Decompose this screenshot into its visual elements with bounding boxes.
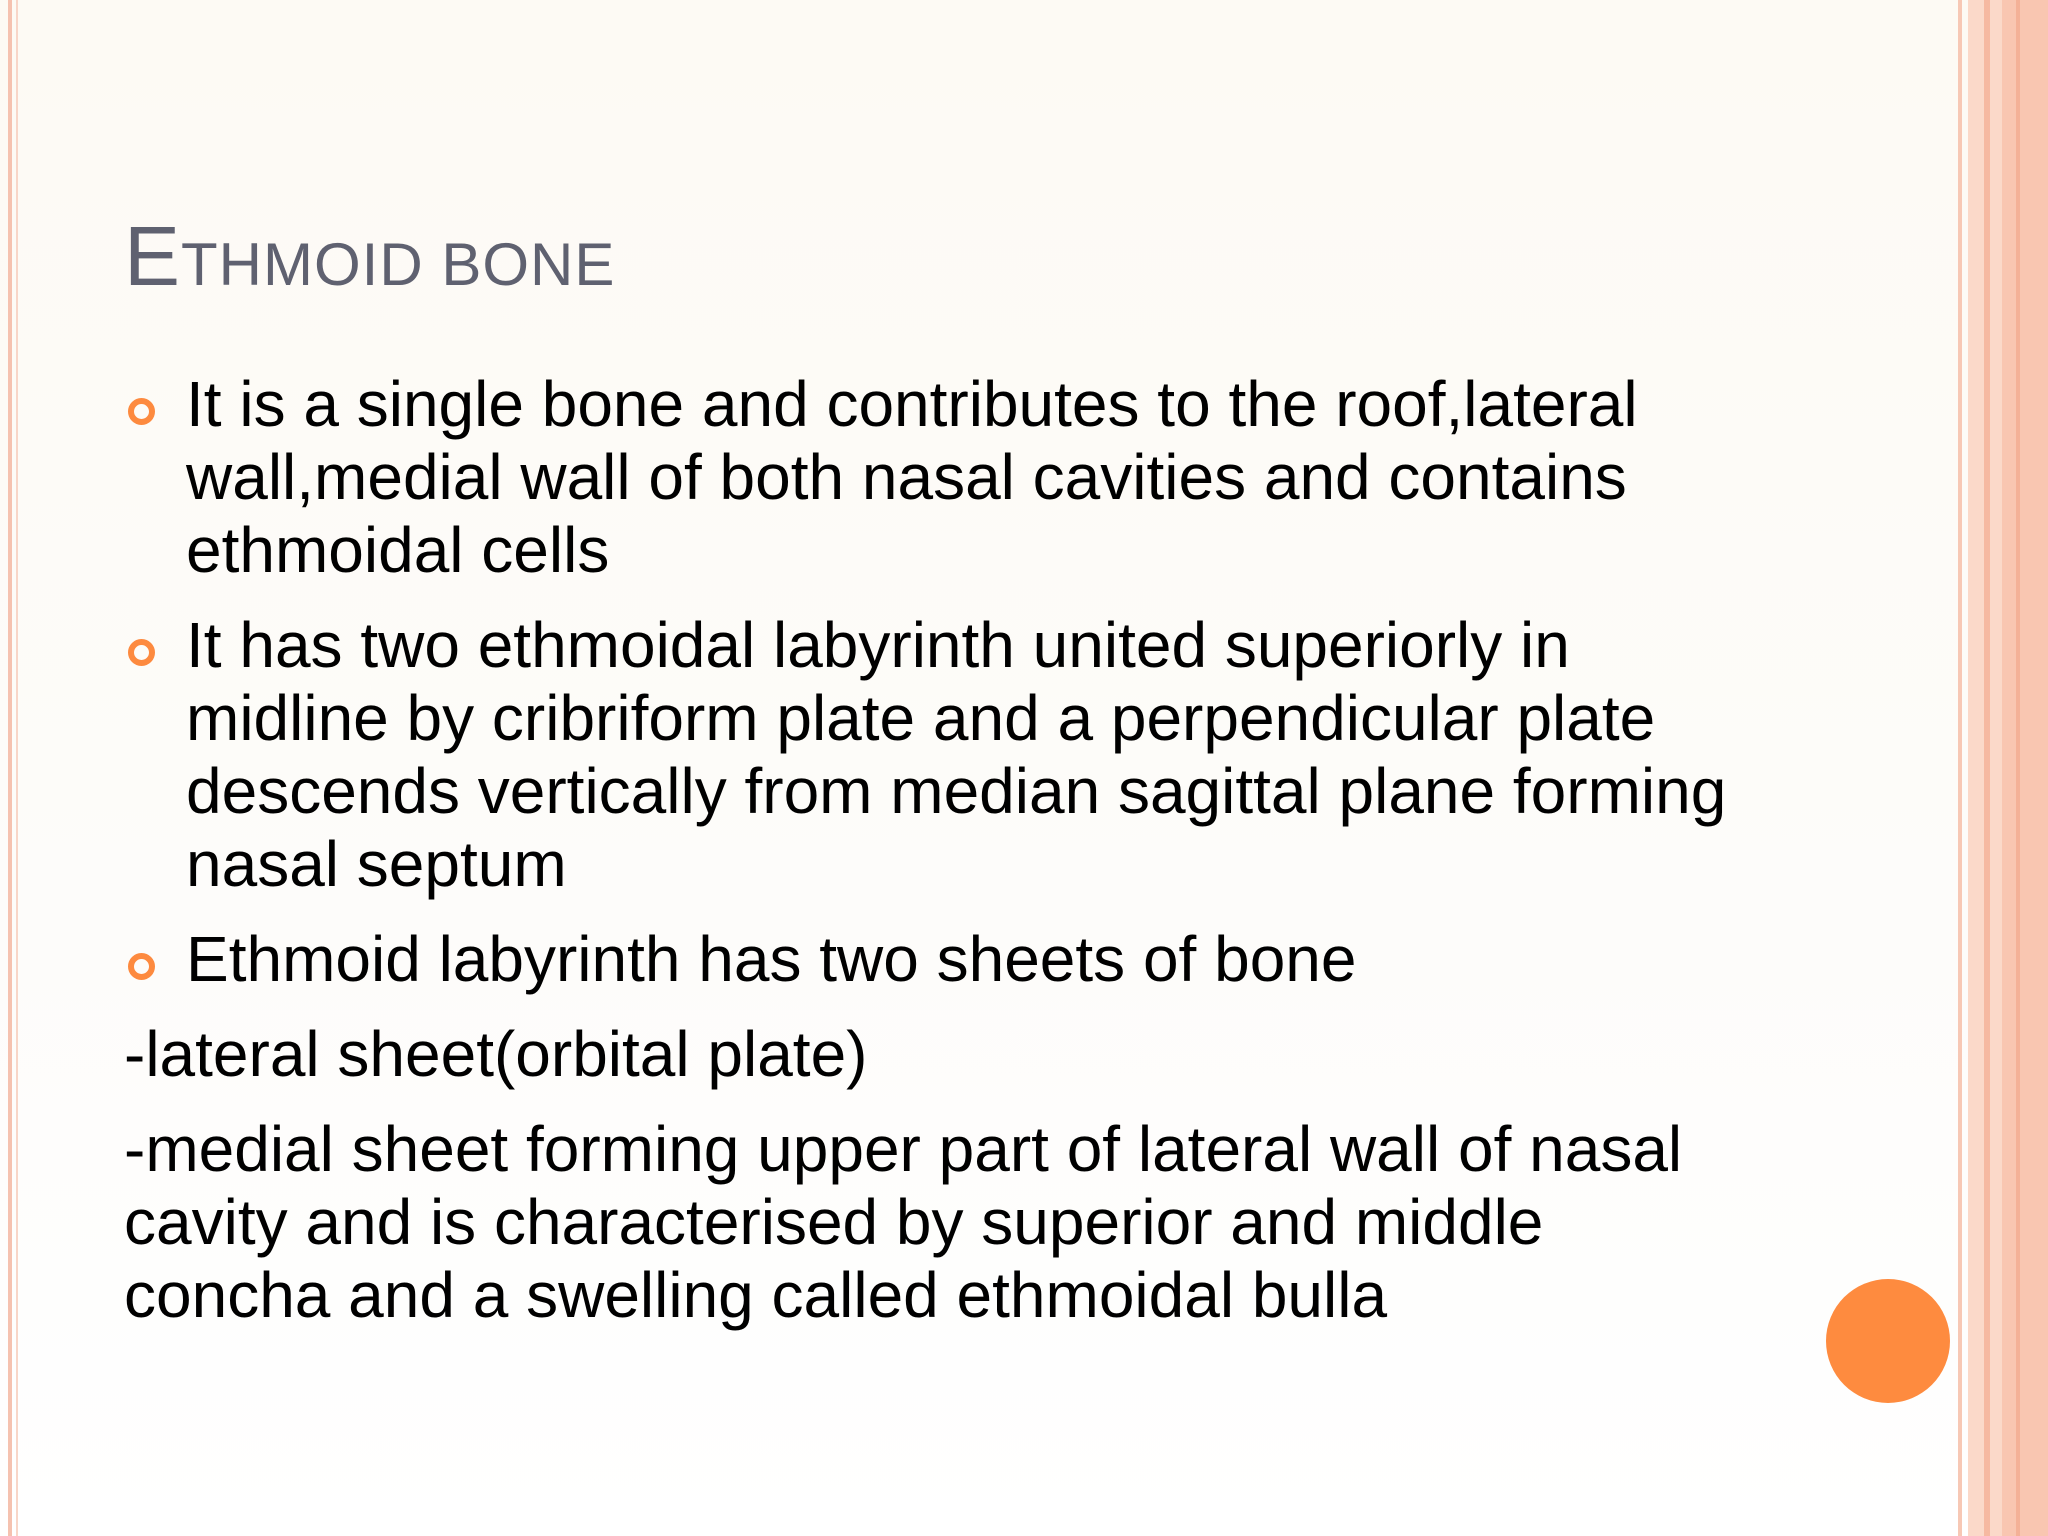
right-border-line (1958, 0, 1962, 1536)
title-first-letter: E (124, 209, 182, 303)
title-rest: THMOID BONE (181, 231, 616, 298)
decorative-circle (1826, 1279, 1950, 1403)
bullet-text: It is a single bone and contributes to the roof,lateral wall,medial wall of both nasal cavities and contains ethmoidal cells (186, 368, 1638, 586)
bullet-item (124, 368, 1764, 587)
bullet-text: It has two ethmoidal labyrinth united superiorly in midline by cribriform plate and a perpendicular plate descends vertically from median sagittal plane forming nasal septum (186, 609, 1727, 900)
bullet-text: Ethmoid labyrinth has two sheets of bone (186, 923, 1357, 995)
left-border-line (16, 0, 18, 1536)
bullet-ring-icon (128, 953, 155, 980)
sub-point: -medial sheet forming upper part of lateral wall of nasal cavity and is characterised by superior and middle concha and a swelling called ethmoidal bulla (124, 1113, 1683, 1331)
slide-title (124, 209, 616, 303)
bullet-ring-icon (128, 398, 155, 425)
left-border-line (8, 0, 12, 1536)
bullet-item (124, 923, 1764, 996)
sub-point: -lateral sheet(orbital plate) (124, 1018, 868, 1090)
bullet-ring-icon (128, 639, 155, 666)
right-border-stripe (1984, 0, 1990, 1536)
slide-body (124, 368, 1764, 1354)
bullet-item (124, 609, 1764, 901)
right-border-stripe (2002, 0, 2048, 1536)
right-border-stripe (2016, 0, 2020, 1536)
